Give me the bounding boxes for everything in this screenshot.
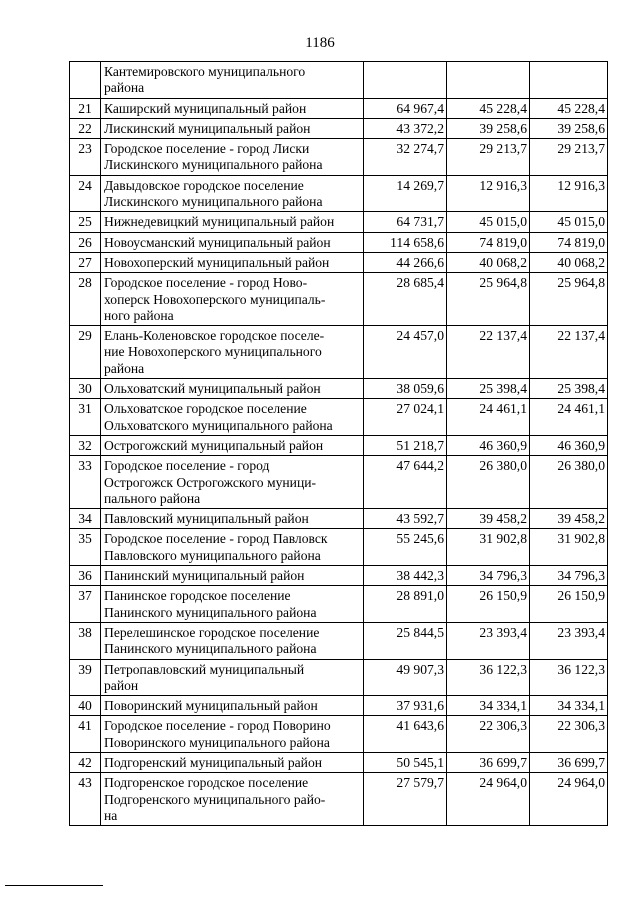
table-row [70,566,608,586]
table-row [70,399,608,436]
row-name: Подгоренский муниципальный район [101,752,364,772]
row-value-2: 34 334,1 [447,696,530,716]
table-body [70,62,608,826]
row-name: Павловский муниципальный район [101,509,364,529]
row-name: Городское поселение - город Лиски Лискинского муниципального района [101,139,364,176]
row-name: Давыдовское городское поселение Лискинского муниципального района [101,175,364,212]
row-number: 38 [70,622,101,659]
row-number: 23 [70,139,101,176]
row-name: Ольховатский муниципальный район [101,379,364,399]
row-name: Городское поселение - город Поворино Поворинского муниципального района [101,716,364,753]
row-value-1: 43 592,7 [364,509,447,529]
table-row [70,529,608,566]
row-number: 40 [70,696,101,716]
row-name: Новоусманский муниципальный район [101,232,364,252]
row-value-2: 24 964,0 [447,773,530,826]
table-row [70,139,608,176]
row-value-3: 12 916,3 [530,175,608,212]
footnote-divider [5,885,103,886]
row-value-3: 29 213,7 [530,139,608,176]
row-value-2: 45 228,4 [447,98,530,118]
table-row [70,509,608,529]
row-value-2: 36 699,7 [447,752,530,772]
row-number: 37 [70,586,101,623]
row-value-1: 38 059,6 [364,379,447,399]
row-value-3: 23 393,4 [530,622,608,659]
table-row [70,62,608,99]
row-value-3: 31 902,8 [530,529,608,566]
row-number: 43 [70,773,101,826]
table-row [70,752,608,772]
row-value-1: 14 269,7 [364,175,447,212]
row-value-3: 24 461,1 [530,399,608,436]
row-name: Каширский муниципальный район [101,98,364,118]
row-value-1: 25 844,5 [364,622,447,659]
row-value-2: 22 137,4 [447,326,530,379]
row-number: 36 [70,566,101,586]
row-value-1: 27 579,7 [364,773,447,826]
row-number: 39 [70,659,101,696]
row-value-2: 40 068,2 [447,252,530,272]
row-value-1 [364,62,447,99]
row-value-3: 45 015,0 [530,212,608,232]
row-number: 28 [70,273,101,326]
row-value-3: 45 228,4 [530,98,608,118]
row-value-1: 47 644,2 [364,456,447,509]
row-value-2: 45 015,0 [447,212,530,232]
row-value-3 [530,62,608,99]
row-number: 21 [70,98,101,118]
row-value-1: 24 457,0 [364,326,447,379]
table-row [70,379,608,399]
table-row [70,212,608,232]
table-row [70,435,608,455]
row-value-3: 36 122,3 [530,659,608,696]
row-name: Острогожский муниципальный район [101,435,364,455]
table-row [70,175,608,212]
row-value-2: 25 964,8 [447,273,530,326]
row-name: Городское поселение - город Павловск Павловского муниципального района [101,529,364,566]
row-value-3: 22 306,3 [530,716,608,753]
row-value-2: 25 398,4 [447,379,530,399]
table-row [70,252,608,272]
row-name: Панинское городское поселение Панинского муниципального района [101,586,364,623]
row-name: Петропавловский муниципальный район [101,659,364,696]
row-value-1: 55 245,6 [364,529,447,566]
row-value-3: 74 819,0 [530,232,608,252]
row-number: 33 [70,456,101,509]
row-value-2: 34 796,3 [447,566,530,586]
row-value-1: 27 024,1 [364,399,447,436]
row-value-1: 32 274,7 [364,139,447,176]
row-value-1: 43 372,2 [364,118,447,138]
row-value-1: 28 685,4 [364,273,447,326]
row-number: 29 [70,326,101,379]
row-value-2: 23 393,4 [447,622,530,659]
table-row [70,586,608,623]
row-name: Поворинский муниципальный район [101,696,364,716]
table-row [70,622,608,659]
row-name: Ольховатское городское поселение Ольховатского муниципального района [101,399,364,436]
row-value-2: 24 461,1 [447,399,530,436]
row-number: 26 [70,232,101,252]
row-value-3: 46 360,9 [530,435,608,455]
row-value-2: 36 122,3 [447,659,530,696]
row-number: 34 [70,509,101,529]
row-value-2: 12 916,3 [447,175,530,212]
row-value-2: 29 213,7 [447,139,530,176]
row-name: Новохоперский муниципальный район [101,252,364,272]
row-value-2: 46 360,9 [447,435,530,455]
row-value-3: 34 796,3 [530,566,608,586]
row-name: Подгоренское городское поселение Подгоренского муниципального райо- на [101,773,364,826]
row-value-1: 51 218,7 [364,435,447,455]
row-value-2: 26 150,9 [447,586,530,623]
row-value-1: 49 907,3 [364,659,447,696]
row-value-1: 44 266,6 [364,252,447,272]
row-number: 30 [70,379,101,399]
row-number [70,62,101,99]
row-number: 32 [70,435,101,455]
row-value-3: 36 699,7 [530,752,608,772]
row-value-1: 28 891,0 [364,586,447,623]
table-row [70,118,608,138]
row-number: 42 [70,752,101,772]
row-number: 25 [70,212,101,232]
row-value-3: 40 068,2 [530,252,608,272]
row-name: Елань-Коленовское городское поселе- ние Новохоперского муниципального района [101,326,364,379]
table-row [70,456,608,509]
table-row [70,716,608,753]
row-value-1: 114 658,6 [364,232,447,252]
row-number: 22 [70,118,101,138]
row-number: 27 [70,252,101,272]
row-value-1: 41 643,6 [364,716,447,753]
table-row [70,273,608,326]
row-name: Панинский муниципальный район [101,566,364,586]
row-number: 24 [70,175,101,212]
row-value-3: 25 398,4 [530,379,608,399]
page-number: 1186 [305,35,335,51]
row-value-3: 26 380,0 [530,456,608,509]
table-row [70,659,608,696]
table-row [70,232,608,252]
row-value-3: 26 150,9 [530,586,608,623]
table-row [70,98,608,118]
row-value-3: 39 458,2 [530,509,608,529]
row-value-3: 25 964,8 [530,273,608,326]
row-name: Городское поселение - город Ново- хоперск Новохоперского муниципаль- ного района [101,273,364,326]
row-number: 31 [70,399,101,436]
budget-table [69,61,608,826]
row-value-3: 24 964,0 [530,773,608,826]
row-name: Лискинский муниципальный район [101,118,364,138]
row-value-1: 64 731,7 [364,212,447,232]
row-name: Городское поселение - город Острогожск Острогожского муници- пального района [101,456,364,509]
row-value-2: 22 306,3 [447,716,530,753]
row-value-1: 37 931,6 [364,696,447,716]
row-number: 41 [70,716,101,753]
table-row [70,696,608,716]
row-value-3: 34 334,1 [530,696,608,716]
row-value-1: 50 545,1 [364,752,447,772]
row-value-2: 74 819,0 [447,232,530,252]
row-value-2: 31 902,8 [447,529,530,566]
row-name: Кантемировского муниципального района [101,62,364,99]
row-value-1: 64 967,4 [364,98,447,118]
table-row [70,773,608,826]
row-value-3: 22 137,4 [530,326,608,379]
row-value-2 [447,62,530,99]
row-number: 35 [70,529,101,566]
row-value-2: 26 380,0 [447,456,530,509]
row-value-1: 38 442,3 [364,566,447,586]
row-value-3: 39 258,6 [530,118,608,138]
row-value-2: 39 458,2 [447,509,530,529]
row-name: Нижнедевицкий муниципальный район [101,212,364,232]
table-row [70,326,608,379]
row-value-2: 39 258,6 [447,118,530,138]
row-name: Перелешинское городское поселение Панинского муниципального района [101,622,364,659]
